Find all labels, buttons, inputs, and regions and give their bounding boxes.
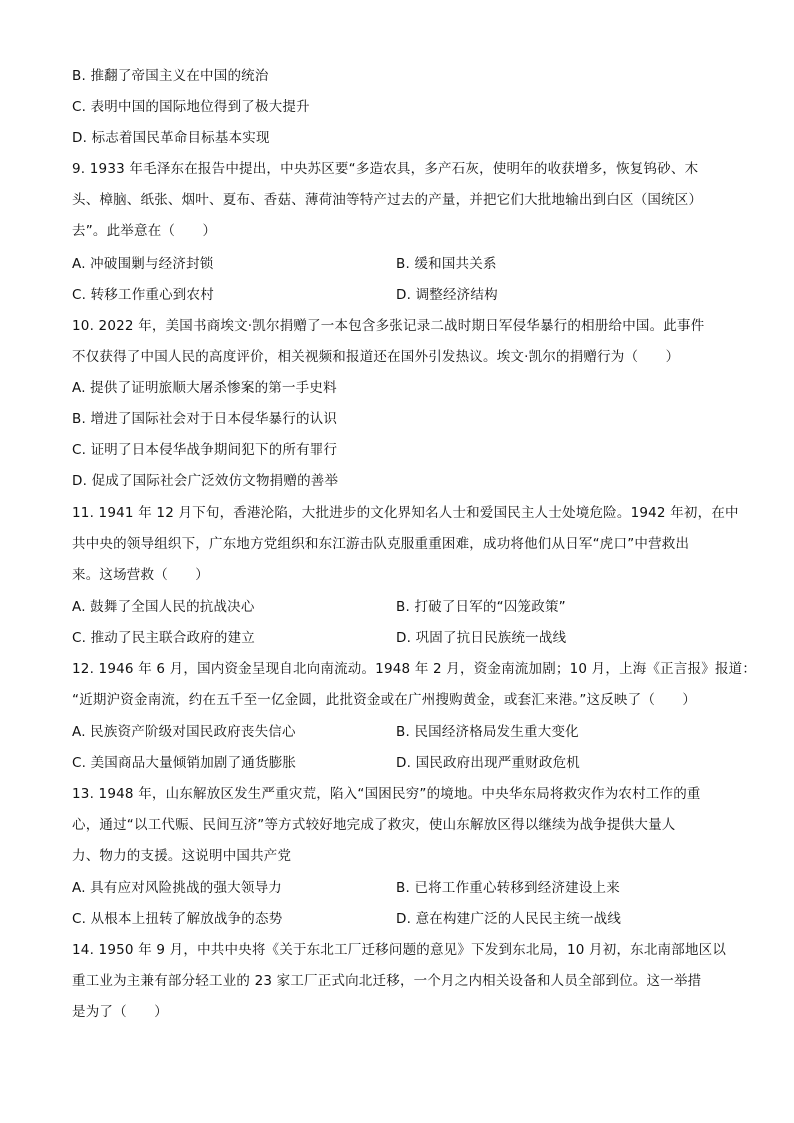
option-8c: C. 表明中国的国际地位得到了极大提升 xyxy=(72,99,310,115)
question-12-line-1: 12. 1946 年 6 月，国内资金呈现自北向南流动。1948 年 2 月，资金南流加剧；10 月，上海《正言报》报道： xyxy=(72,661,757,677)
option-8b: B. 推翻了帝国主义在中国的统治 xyxy=(72,68,269,84)
option-9d: D. 调整经济结构 xyxy=(396,287,498,303)
option-10b: B. 增进了国际社会对于日本侵华暴行的认识 xyxy=(72,411,338,427)
option-11b: B. 打破了日军的“囚笼政策” xyxy=(396,599,566,615)
option-9a: A. 冲破围剿与经济封锁 xyxy=(72,256,214,272)
question-14-line-2: 重工业为主兼有部分轻工业的 23 家工厂正式向北迁移，一个月之内相关设备和人员全部到位。这一举措 xyxy=(72,973,702,989)
option-13a: A. 具有应对风险挑战的强大领导力 xyxy=(72,880,282,896)
option-12c: C. 美国商品大量倾销加剧了通货膨胀 xyxy=(72,755,297,771)
question-11-line-3: 来。这场营救（ ） xyxy=(72,567,209,583)
option-9c: C. 转移工作重心到农村 xyxy=(72,287,214,303)
question-13-line-3: 力、物力的支援。这说明中国共产党 xyxy=(72,848,292,864)
question-13-line-1: 13. 1948 年，山东解放区发生严重灾荒，陷入“国困民穷”的境地。中央华东局将救灾作为农村工作的重 xyxy=(72,786,701,802)
option-13b: B. 已将工作重心转移到经济建设上来 xyxy=(396,880,620,896)
question-11-line-1: 11. 1941 年 12 月下旬，香港沦陷，大批进步的文化界知名人士和爱国民主人士处境危险。1942 年初，在中 xyxy=(72,505,739,521)
question-9-line-3: 去”。此举意在（ ） xyxy=(72,223,217,239)
option-10d: D. 促成了国际社会广泛效仿文物捐赠的善举 xyxy=(72,473,339,489)
option-10a: A. 提供了证明旅顺大屠杀惨案的第一手史料 xyxy=(72,380,337,396)
question-14-line-1: 14. 1950 年 9 月，中共中央将《关于东北工厂迁移问题的意见》下发到东北局，10 月初，东北南部地区以 xyxy=(72,942,727,958)
question-13-line-2: 心，通过“以工代赈、民间互济”等方式较好地完成了救灾，使山东解放区得以继续为战争提供大量人 xyxy=(72,817,676,833)
option-8d: D. 标志着国民革命目标基本实现 xyxy=(72,130,270,146)
question-14-line-3: 是为了（ ） xyxy=(72,1004,168,1020)
option-12b: B. 民国经济格局发生重大变化 xyxy=(396,724,579,740)
option-9b: B. 缓和国共关系 xyxy=(396,256,497,272)
question-12-line-2: “近期沪资金南流，约在五千至一亿金圆，此批资金或在广州搜购黄金，或套汇来港。”这反映了（ ） xyxy=(72,692,697,708)
option-10c: C. 证明了日本侵华战争期间犯下的所有罪行 xyxy=(72,442,338,458)
question-10-line-2: 不仅获得了中国人民的高度评价，相关视频和报道还在国外引发热议。埃文·凯尔的捐赠行为（ ） xyxy=(72,349,680,365)
option-12d: D. 国民政府出现严重财政危机 xyxy=(396,755,580,771)
option-11c: C. 推动了民主联合政府的建立 xyxy=(72,630,256,646)
option-13c: C. 从根本上扭转了解放战争的态势 xyxy=(72,911,283,927)
question-11-line-2: 共中央的领导组织下，广东地方党组织和东江游击队克服重重困难，成功将他们从日军“虎口”中营救出 xyxy=(72,536,690,552)
question-9-line-2: 头、樟脑、纸张、烟叶、夏布、香菇、薄荷油等特产过去的产量，并把它们大批地输出到白区（国统区） xyxy=(72,192,703,208)
question-9-line-1: 9. 1933 年毛泽东在报告中提出，中央苏区要“多造农具，多产石灰，使明年的收获增多，恢复钨砂、木 xyxy=(72,161,699,177)
option-13d: D. 意在构建广泛的人民民主统一战线 xyxy=(396,911,622,927)
option-12a: A. 民族资产阶级对国民政府丧失信心 xyxy=(72,724,296,740)
option-11d: D. 巩固了抗日民族统一战线 xyxy=(396,630,567,646)
question-10-line-1: 10. 2022 年，美国书商埃文·凯尔捐赠了一本包含多张记录二战时期日军侵华暴行的相册给中国。此事件 xyxy=(72,318,705,334)
option-11a: A. 鼓舞了全国人民的抗战决心 xyxy=(72,599,255,615)
